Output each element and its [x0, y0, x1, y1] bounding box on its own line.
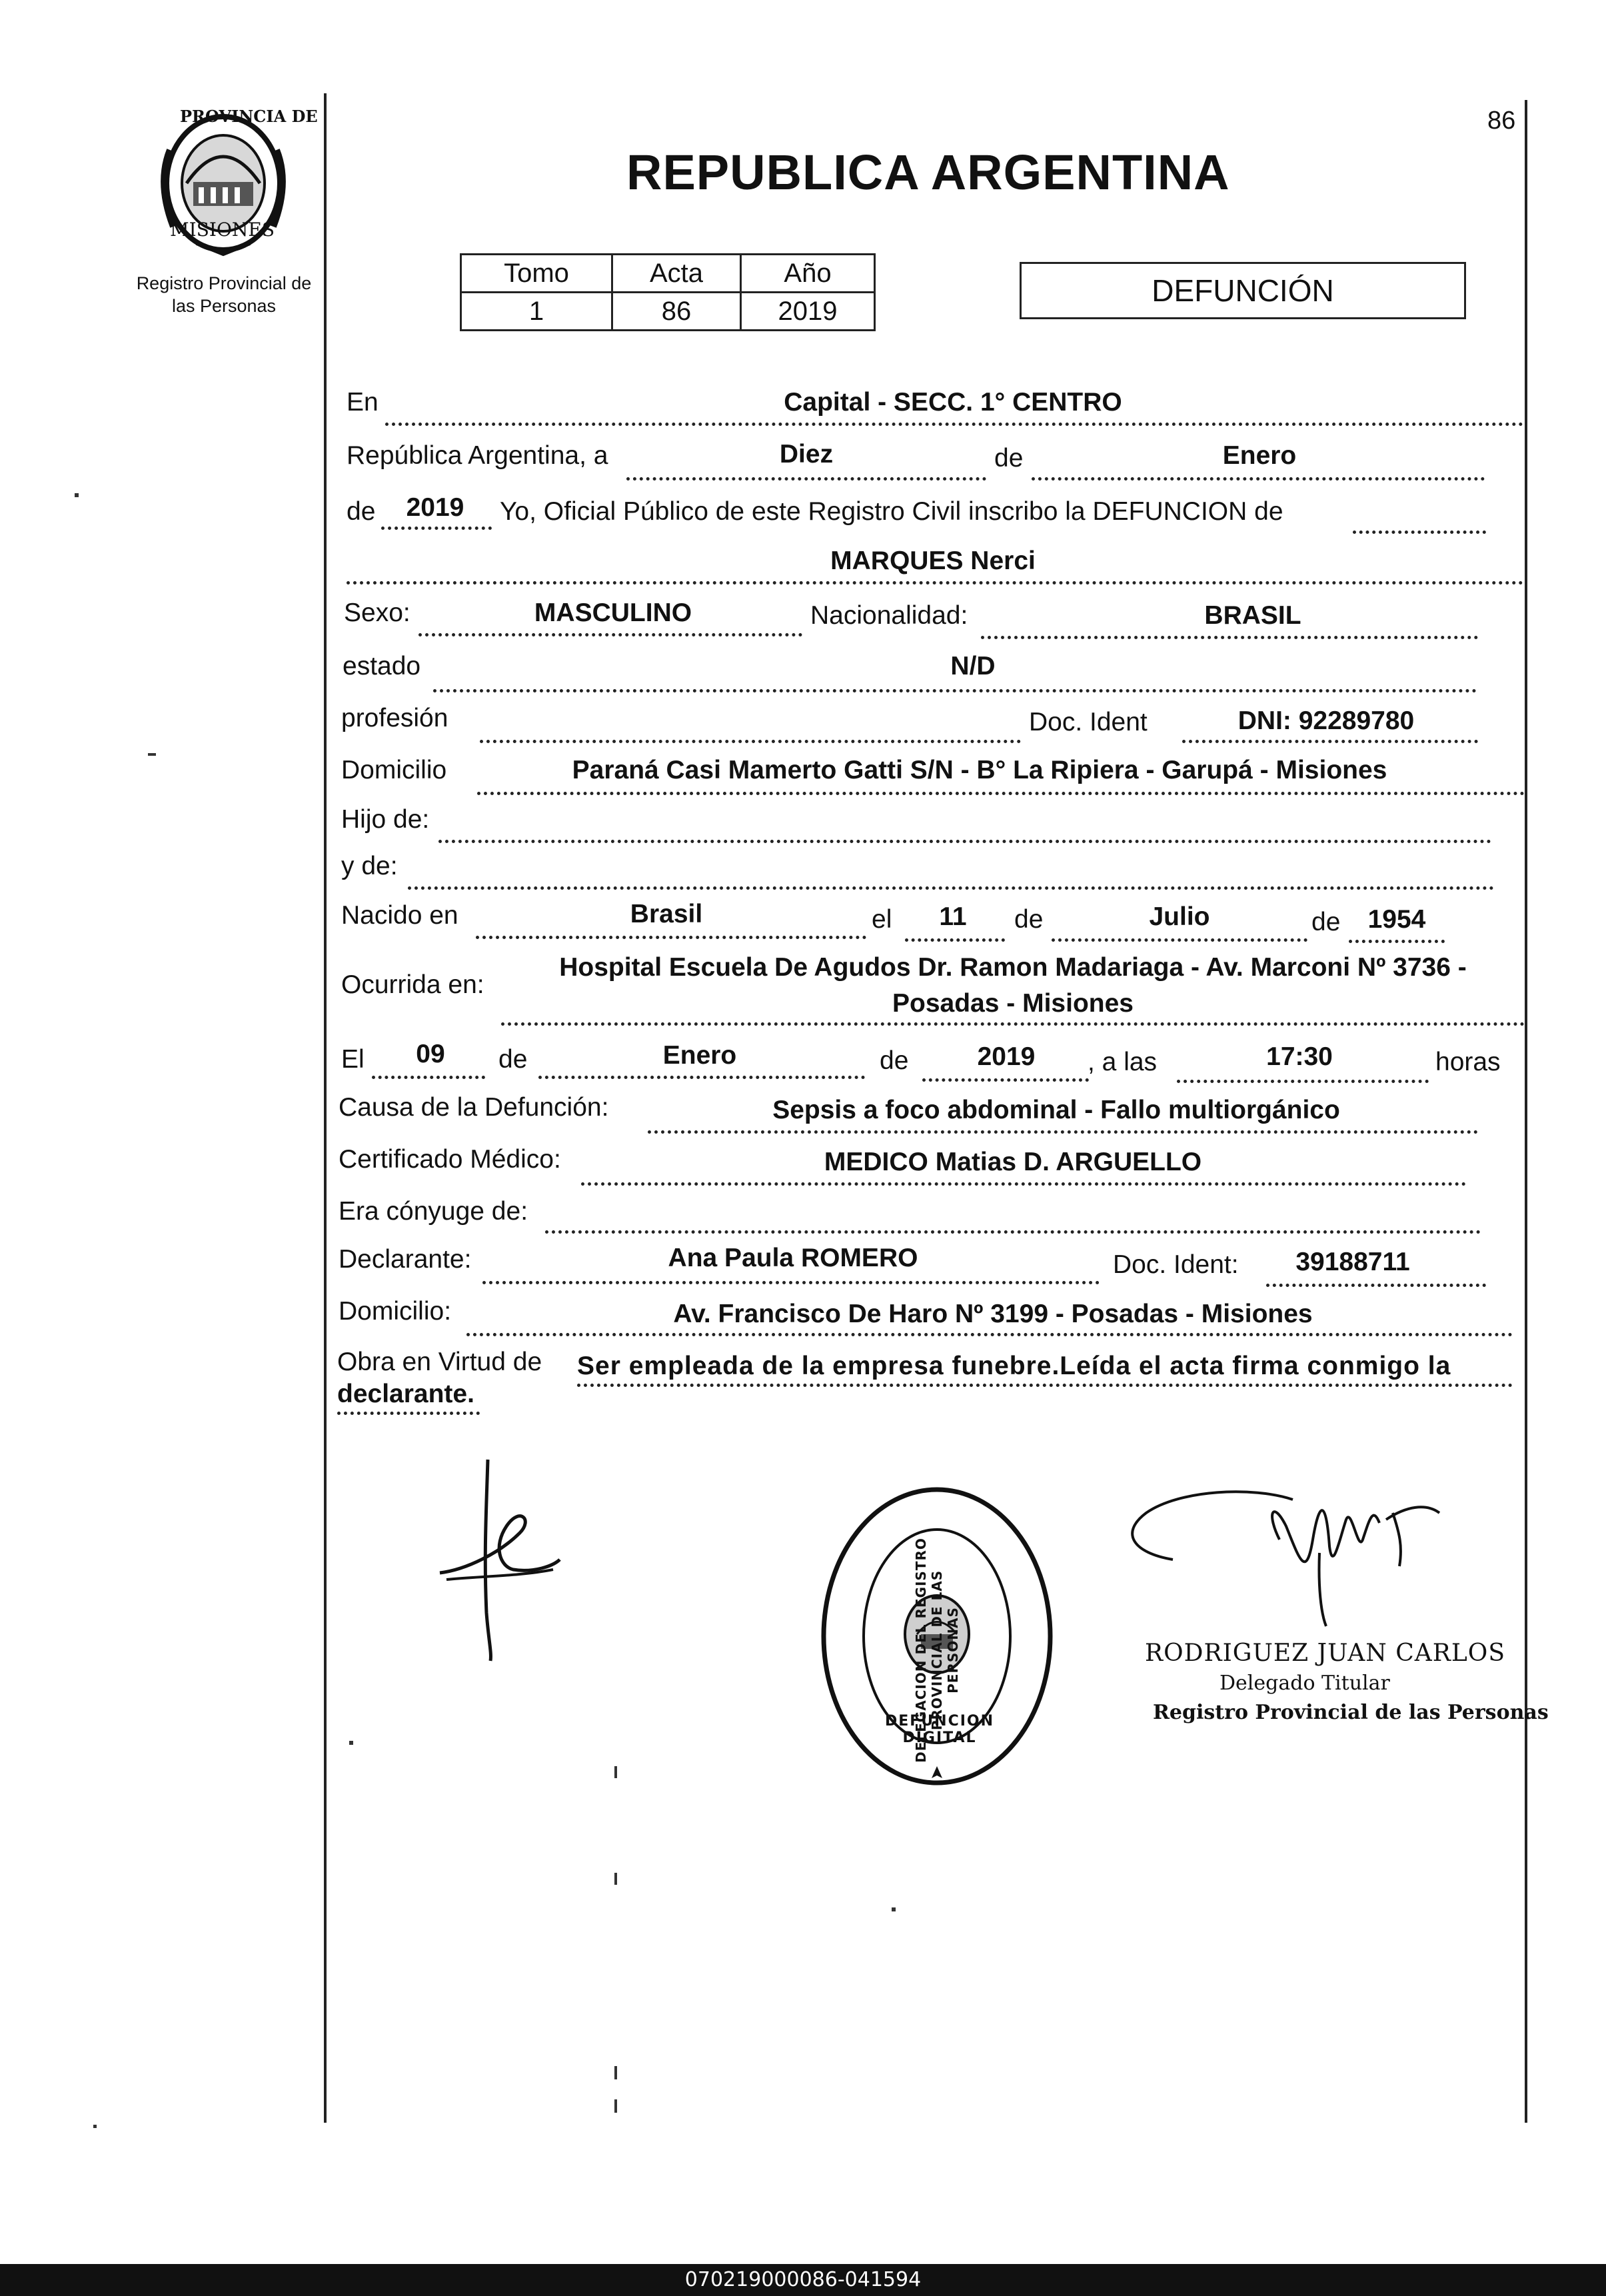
el2-label: El	[341, 1045, 365, 1074]
decl-dom-value: Av. Francisco De Haro Nº 3199 - Posadas - Misiones	[673, 1300, 1313, 1328]
en-value: Capital - SECC. 1° CENTRO	[784, 388, 1122, 417]
left-margin-rule	[324, 93, 327, 2123]
conyuge-label: Era cónyuge de:	[339, 1197, 528, 1226]
issuer-line-2: las Personas	[171, 296, 277, 316]
official-role: Delegado Titular	[1219, 1672, 1390, 1695]
acta-value-anio: 2019	[741, 293, 875, 331]
def-mes-dotted-line	[538, 1076, 865, 1079]
scan-speck	[614, 1766, 617, 1778]
def-anio-value: 2019	[977, 1042, 1036, 1071]
en-label: En	[347, 388, 379, 417]
nacido-value: Brasil	[630, 900, 703, 928]
decl-doc-dotted-line	[1266, 1284, 1486, 1287]
estado-label: estado	[343, 652, 421, 680]
issuer-line-1: Registro Provincial de	[136, 273, 312, 293]
acta-header-tomo: Tomo	[461, 255, 612, 293]
acta-value-acta: 86	[612, 293, 741, 331]
def-dia-value: 09	[416, 1040, 445, 1068]
cert-label: Certificado Médico:	[339, 1145, 561, 1174]
anio-value: 2019	[406, 493, 464, 522]
alas-label: , a las	[1088, 1048, 1158, 1076]
def-hora-dotted-line	[1177, 1080, 1429, 1083]
seal-text-top: PROVINCIA DE	[180, 107, 318, 126]
de-label-1: de	[994, 444, 1024, 473]
inscribo-text: Yo, Oficial Público de este Registro Civil inscribo la DEFUNCION de	[500, 497, 1283, 526]
nombre-dotted-line	[347, 581, 1523, 584]
decl-dom-label: Domicilio:	[339, 1297, 452, 1326]
scan-speck	[93, 2125, 97, 2128]
nac-dia-value: 11	[939, 902, 967, 931]
causa-value: Sepsis a foco abdominal - Fallo multiorgánico	[772, 1096, 1340, 1124]
inscribo-dotted-line	[1353, 531, 1486, 534]
def-anio-dotted-line	[922, 1078, 1089, 1082]
declarante-dotted-line	[482, 1281, 1100, 1284]
obra-label: Obra en Virtud de	[337, 1348, 542, 1376]
page-title: REPUBLICA ARGENTINA	[626, 145, 1230, 200]
acta-header-anio: Año	[741, 255, 875, 293]
yde-label: y de:	[341, 852, 398, 880]
declarante-value: Ana Paula ROMERO	[668, 1244, 918, 1272]
nacido-label: Nacido en	[341, 901, 458, 930]
el-label: el	[872, 905, 892, 934]
nac-mes-dotted-line	[1052, 938, 1307, 942]
scan-speck	[614, 2099, 617, 2113]
ocurrida-label: Ocurrida en:	[341, 970, 484, 999]
acta-header-acta: Acta	[612, 255, 741, 293]
acta-value-tomo: 1	[461, 293, 612, 331]
causa-dotted-line	[648, 1130, 1478, 1134]
obra-value-line-1: Ser empleada de la empresa funebre.Leída el acta firma conmigo la	[577, 1352, 1451, 1380]
sexo-label: Sexo:	[344, 598, 410, 627]
de-label-4: de	[1311, 908, 1341, 936]
cert-dotted-line	[581, 1182, 1466, 1186]
ocurrida-dotted-line	[501, 1022, 1525, 1026]
official-name: RODRIGUEZ JUAN CARLOS	[1145, 1640, 1505, 1667]
seal-text-bottom: MISIONES	[170, 219, 275, 241]
nombre-value: MARQUES Nerci	[830, 547, 1036, 575]
conyuge-dotted-line	[545, 1230, 1481, 1234]
republica-label: República Argentina, a	[347, 441, 608, 470]
estado-value: N/D	[950, 652, 996, 680]
sexo-value: MASCULINO	[534, 598, 692, 627]
scan-speck	[614, 1873, 617, 1885]
sexo-dotted-line	[418, 633, 802, 636]
docident-dotted-line	[1182, 740, 1478, 743]
nacido-dotted-line	[476, 936, 866, 939]
docident-label: Doc. Ident	[1029, 708, 1148, 736]
nac-anio-dotted-line	[1349, 940, 1445, 943]
dia-value: Diez	[779, 440, 834, 469]
declarant-signature	[420, 1453, 580, 1666]
mes-value: Enero	[1222, 441, 1297, 470]
right-margin-rule	[1525, 100, 1527, 2123]
profesion-label: profesión	[341, 704, 448, 732]
causa-label: Causa de la Defunción:	[339, 1093, 609, 1122]
declarante-label: Declarante:	[339, 1245, 472, 1274]
nac-dia-dotted-line	[905, 938, 1005, 942]
def-hora-value: 17:30	[1266, 1042, 1333, 1071]
horas-label: horas	[1435, 1048, 1501, 1076]
decl-doc-label: Doc. Ident:	[1113, 1250, 1239, 1279]
anio-dotted-line	[381, 527, 492, 530]
hijo-label: Hijo de:	[341, 805, 430, 834]
nacionalidad-label: Nacionalidad:	[810, 601, 968, 630]
obra-dotted-line-2	[337, 1412, 480, 1415]
acta-table	[460, 253, 876, 331]
nacionalidad-dotted-line	[981, 636, 1478, 639]
def-mes-value: Enero	[662, 1041, 737, 1070]
scan-speck	[75, 493, 79, 497]
cert-value: MEDICO Matias D. ARGUELLO	[824, 1148, 1202, 1176]
dia-dotted-line	[626, 477, 986, 481]
doc-type-box: DEFUNCIÓN	[1020, 262, 1466, 319]
page-number: 86	[1487, 107, 1516, 135]
stamp-ring-text: DELEGACION DEL REGISTRO PROVINCIAL DE LAS PERSONAS	[913, 1538, 961, 1763]
obra-dotted-line-1	[577, 1384, 1513, 1387]
hijo-dotted-line	[438, 840, 1491, 843]
docident-value: DNI: 92289780	[1237, 706, 1415, 735]
def-dia-dotted-line	[372, 1076, 485, 1079]
stamp-inner-text: DEFUNCION DIGITAL	[884, 1713, 995, 1746]
obra-value-line-2: declarante.	[337, 1380, 474, 1408]
domicilio-dotted-line	[477, 792, 1525, 795]
nacionalidad-value: BRASIL	[1204, 601, 1301, 630]
de-label-5: de	[498, 1045, 528, 1074]
de-label-2: de	[347, 497, 376, 526]
scan-speck	[349, 1741, 353, 1745]
decl-dom-dotted-line	[466, 1333, 1513, 1336]
scan-speck	[892, 1907, 896, 1911]
official-office: Registro Provincial de las Personas	[1153, 1701, 1549, 1724]
mes-dotted-line	[1032, 477, 1485, 481]
scan-speck	[614, 2066, 617, 2079]
yde-dotted-line	[408, 886, 1494, 890]
de-label-3: de	[1014, 905, 1044, 934]
de-label-6: de	[880, 1046, 909, 1075]
nac-mes-value: Julio	[1149, 902, 1210, 931]
estado-dotted-line	[433, 689, 1477, 692]
ocurrida-line-2: Posadas - Misiones	[892, 989, 1134, 1018]
domicilio-value: Paraná Casi Mamerto Gatti S/N - B° La Ripiera - Garupá - Misiones	[572, 756, 1387, 784]
decl-doc-value: 39188711	[1295, 1248, 1410, 1276]
official-signature	[1106, 1460, 1466, 1633]
nac-anio-value: 1954	[1367, 905, 1426, 934]
domicilio-label: Domicilio	[341, 756, 447, 784]
ocurrida-line-1: Hospital Escuela De Agudos Dr. Ramon Madariaga - Av. Marconi Nº 3736 -	[559, 953, 1467, 982]
profesion-dotted-line	[480, 740, 1021, 743]
barcode-footer: 070219000086-041594	[0, 2264, 1606, 2296]
en-dotted-line	[385, 423, 1523, 426]
scan-speck	[148, 753, 156, 756]
